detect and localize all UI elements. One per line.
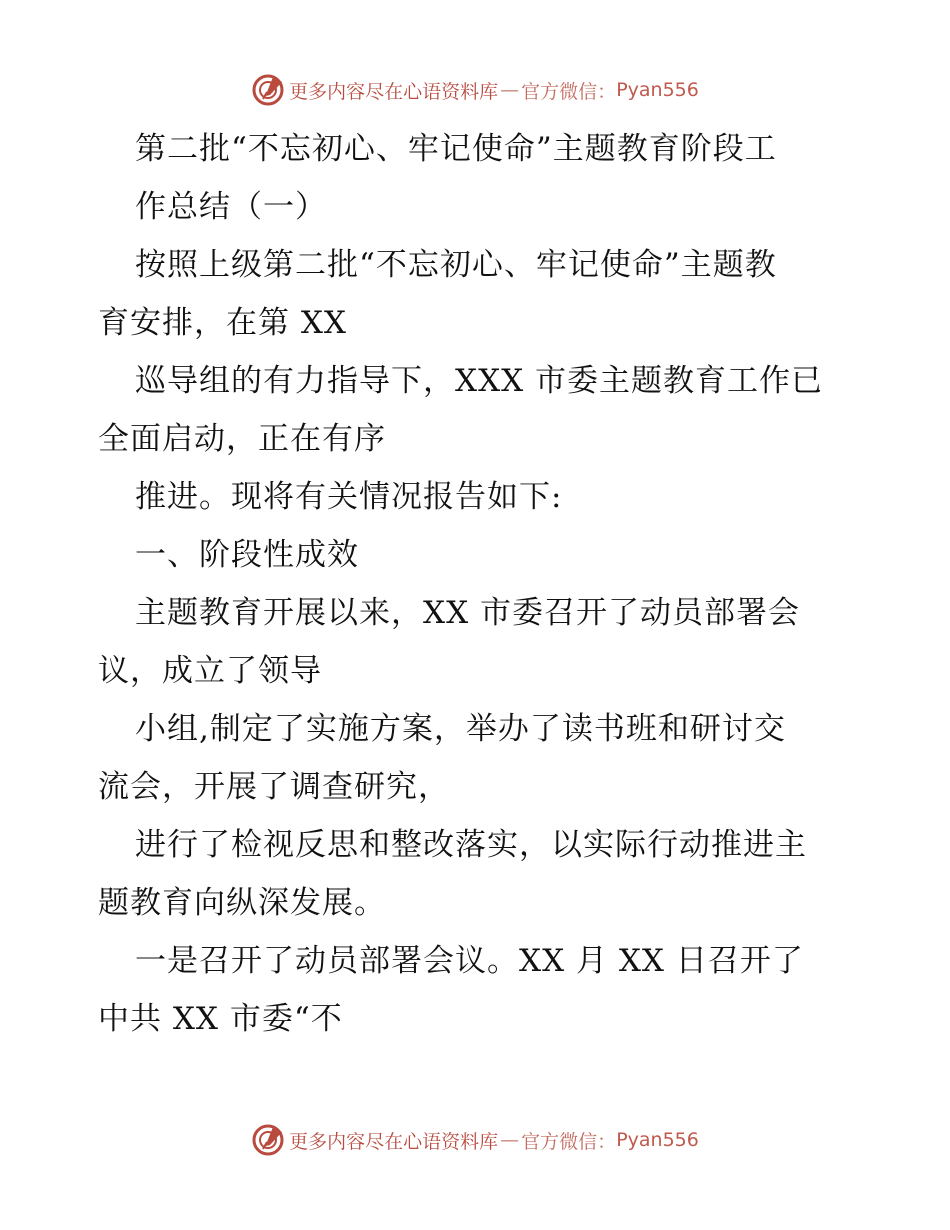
- text-line: 作总结（一）: [135, 189, 327, 225]
- text-line: 流会，开展了调查研究，: [98, 769, 450, 805]
- text-line: 推进。现将有关情况报告如下:: [135, 479, 563, 515]
- text-line: 中共 XX 市委“不: [98, 1001, 343, 1037]
- text-line: 第二批“不忘初心、牢记使命”主题教育阶段工: [135, 131, 777, 167]
- pen-logo-icon: [251, 1123, 285, 1157]
- pen-logo-icon: [251, 73, 285, 107]
- text-line: 小组,制定了实施方案，举办了读书班和研讨交: [135, 711, 786, 747]
- text-line: 全面启动，正在有序: [98, 421, 386, 457]
- text-line: 题教育向纵深发展。: [98, 885, 386, 921]
- footer-watermark: [0, 1120, 950, 1160]
- text-line: 主题教育开展以来，XX 市委召开了动员部署会: [135, 595, 800, 631]
- watermark-dash: —: [500, 79, 520, 101]
- watermark-dash: —: [500, 1129, 520, 1151]
- text-line: 巡导组的有力指导下，XXX 市委主题教育工作已: [135, 363, 824, 399]
- header-watermark: [0, 70, 950, 110]
- document-body: [98, 120, 858, 1048]
- watermark-contact-label: 官方微信：: [521, 80, 617, 103]
- text-line: 进行了检视反思和整改落实，以实际行动推进主: [135, 827, 807, 863]
- text-line: 按照上级第二批“不忘初心、牢记使命”主题教: [135, 247, 777, 283]
- watermark-contact-label: 官方微信：: [521, 1130, 617, 1153]
- watermark-handle: Pyan556: [616, 79, 699, 101]
- watermark-main-text: 更多内容尽在心语资料库: [289, 1130, 499, 1153]
- text-line: 育安排，在第 XX: [98, 305, 347, 341]
- watermark-main-text: 更多内容尽在心语资料库: [289, 80, 499, 103]
- text-line: 一是召开了动员部署会议。XX 月 XX 日召开了: [135, 943, 804, 979]
- text-line: 议，成立了领导: [98, 653, 322, 689]
- watermark-handle: Pyan556: [616, 1129, 699, 1151]
- section-heading: 一、阶段性成效: [135, 537, 359, 573]
